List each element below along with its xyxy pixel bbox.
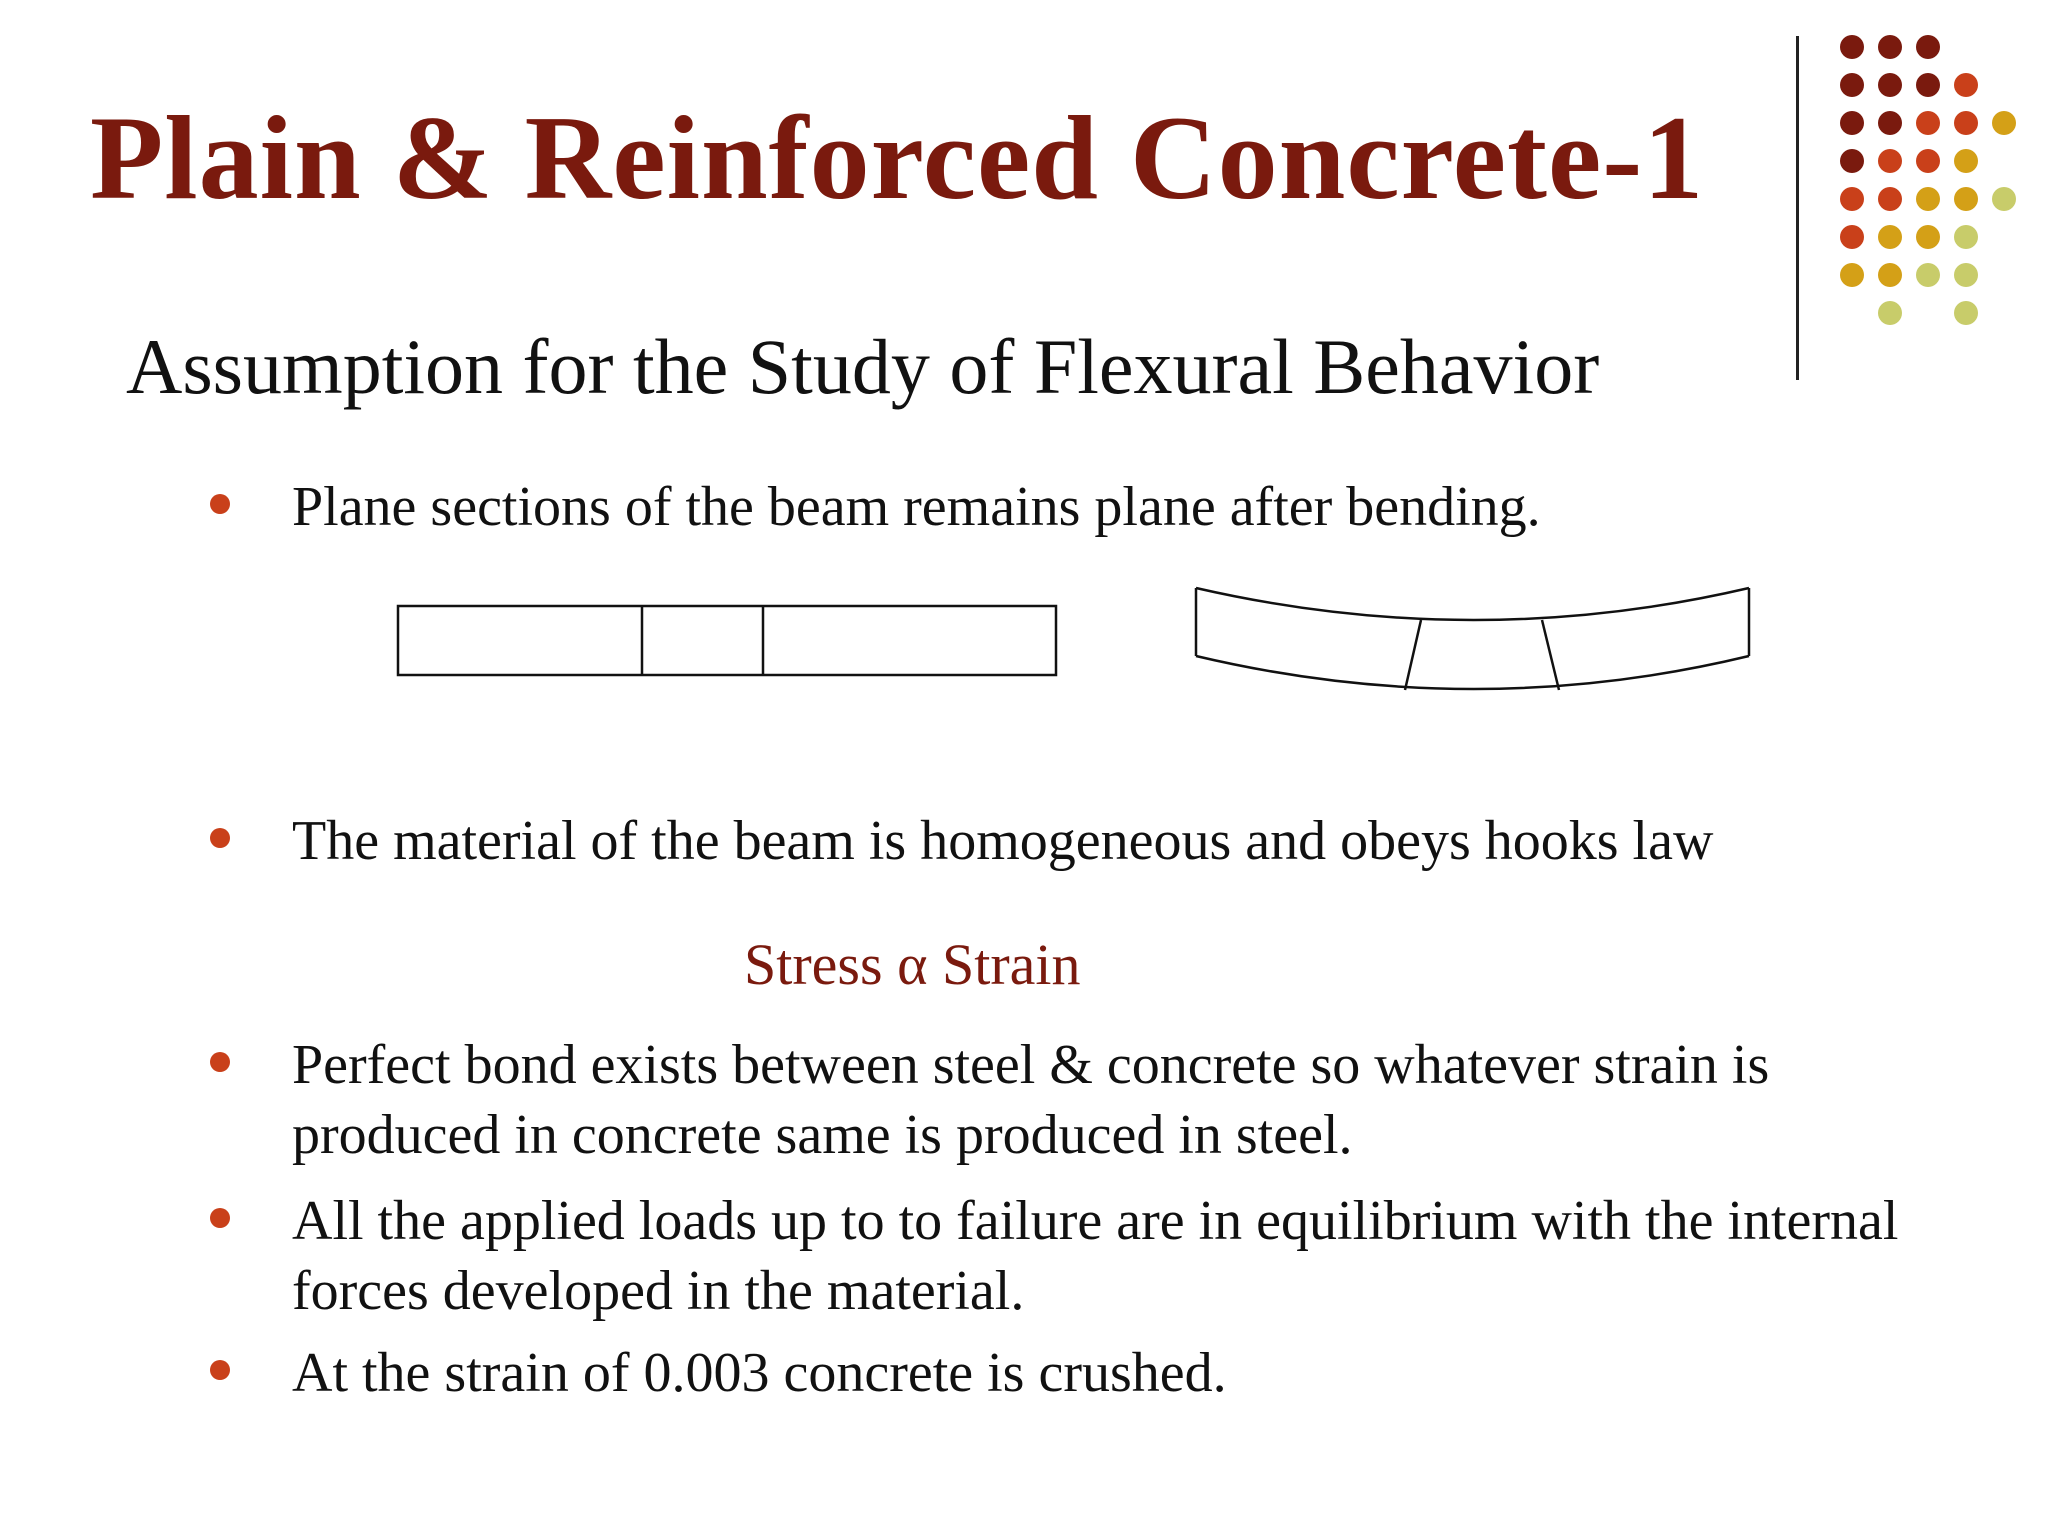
dot — [1840, 35, 1864, 59]
bullet-dot-icon — [210, 1208, 230, 1228]
dot — [1992, 111, 2016, 135]
dot — [1916, 263, 1940, 287]
dot — [1878, 35, 1902, 59]
dot — [1954, 111, 1978, 135]
bullet-text: The material of the beam is homogeneous and obeys hooks law — [292, 810, 1714, 872]
dot — [1878, 187, 1902, 211]
dot — [1954, 73, 1978, 97]
dot — [1840, 111, 1864, 135]
bent-beam-bottom-edge — [1196, 656, 1749, 689]
slide-title: Plain & Reinforced Concrete-1 — [90, 91, 1705, 224]
bullet-dot-icon — [210, 1052, 230, 1072]
bullet-text: All the applied loads up to to failure are in equilibrium with the internal forces developed in the material. — [292, 1190, 1899, 1322]
dot — [1916, 35, 1940, 59]
dot — [1954, 225, 1978, 249]
straight-beam-outline — [398, 606, 1056, 675]
dot — [1840, 73, 1864, 97]
dot — [1992, 187, 2016, 211]
dot — [1840, 263, 1864, 287]
bent-beam — [1196, 588, 1749, 690]
dot — [1954, 187, 1978, 211]
dot — [1916, 187, 1940, 211]
dot — [1878, 111, 1902, 135]
straight-beam — [398, 606, 1056, 675]
dot — [1954, 263, 1978, 287]
stress-strain-formula: Stress α Strain — [744, 932, 1081, 997]
dot — [1916, 225, 1940, 249]
dot — [1878, 73, 1902, 97]
dot — [1954, 301, 1978, 325]
dot — [1916, 73, 1940, 97]
bullet-dot-icon — [210, 828, 230, 848]
dot — [1878, 225, 1902, 249]
vertical-divider — [1796, 36, 1799, 380]
bullet-text: Perfect bond exists between steel & concrete so whatever strain is produced in concrete same is produced in steel. — [292, 1034, 1770, 1166]
dot — [1840, 187, 1864, 211]
bent-beam-section-left — [1405, 620, 1421, 690]
bullet-text: At the strain of 0.003 concrete is crushed. — [292, 1342, 1227, 1404]
dot — [1916, 149, 1940, 173]
bent-beam-top-edge — [1196, 588, 1749, 620]
dot — [1878, 263, 1902, 287]
dot — [1916, 111, 1940, 135]
dot — [1954, 149, 1978, 173]
slide-subtitle: Assumption for the Study of Flexural Behavior — [126, 323, 1600, 410]
bullet-dot-icon — [210, 494, 230, 514]
dot — [1840, 225, 1864, 249]
bullet-dot-icon — [210, 1360, 230, 1380]
dot — [1840, 149, 1864, 173]
dot — [1878, 149, 1902, 173]
bent-beam-section-right — [1542, 620, 1559, 690]
bullet-text: Plane sections of the beam remains plane after bending. — [292, 476, 1541, 538]
dot — [1878, 301, 1902, 325]
